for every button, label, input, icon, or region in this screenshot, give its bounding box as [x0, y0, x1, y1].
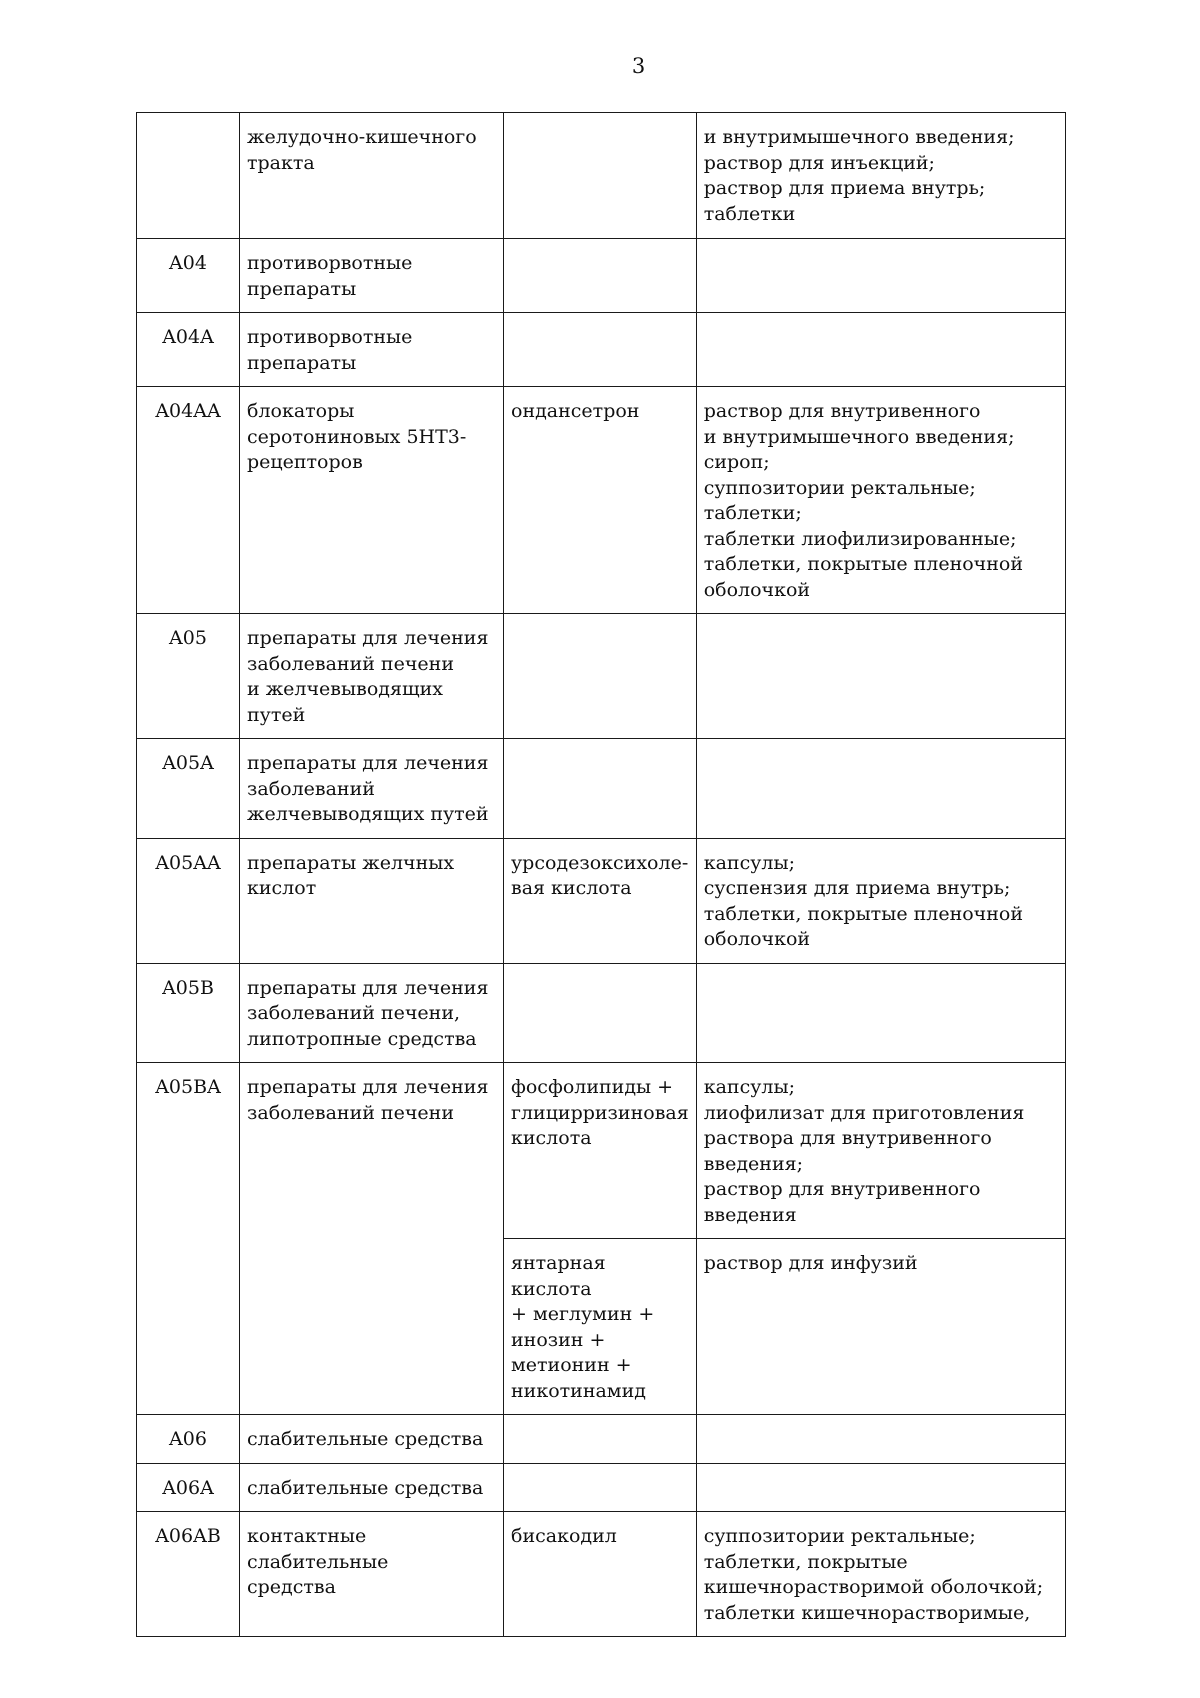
- dosage-forms-cell: [696, 1463, 1065, 1512]
- drug-name-cell: [504, 239, 697, 313]
- group-name-cell: блокаторы серотониновых 5HT3- рецепторов: [240, 387, 504, 614]
- dosage-forms-cell: [696, 963, 1065, 1063]
- group-name-cell: препараты для лечения заболеваний печени: [240, 1063, 504, 1415]
- table-row: [137, 1063, 1066, 1239]
- dosage-forms-cell: [696, 239, 1065, 313]
- drug-name-cell: [504, 739, 697, 839]
- table-row: [137, 739, 1066, 839]
- drug-name-cell: ондансетрон: [504, 387, 697, 614]
- group-name-cell: препараты желчных кислот: [240, 838, 504, 963]
- group-name-cell: противорвотные препараты: [240, 313, 504, 387]
- drug-name-cell: [504, 313, 697, 387]
- table-row: [137, 1463, 1066, 1512]
- table-row: [137, 614, 1066, 739]
- drug-name-cell: [504, 614, 697, 739]
- dosage-forms-cell: [696, 1415, 1065, 1464]
- drug-name-cell: бисакодил: [504, 1512, 697, 1637]
- dosage-forms-cell: и внутримышечного введения; раствор для инъекций; раствор для приема внутрь; таблетки: [696, 113, 1065, 239]
- group-name-cell: противорвотные препараты: [240, 239, 504, 313]
- drug-name-cell: [504, 1463, 697, 1512]
- atc-code-cell: A05B: [137, 963, 240, 1063]
- atc-code-cell: A05AA: [137, 838, 240, 963]
- dosage-forms-cell: раствор для внутривенного и внутримышечного введения; сироп; суппозитории ректальные; таблетки; таблетки лиофилизированные; таблетки, покрытые пленочной оболочкой: [696, 387, 1065, 614]
- atc-code-cell: A06: [137, 1415, 240, 1464]
- drug-name-cell: [504, 963, 697, 1063]
- atc-code-cell: A06A: [137, 1463, 240, 1512]
- dosage-forms-cell: [696, 313, 1065, 387]
- table-row: [137, 113, 1066, 239]
- drug-name-cell: фосфолипиды + глицирризиновая кислота: [504, 1063, 697, 1239]
- table-row: [137, 963, 1066, 1063]
- drug-name-cell: [504, 1415, 697, 1464]
- drug-name-cell: урсодезоксихоле- вая кислота: [504, 838, 697, 963]
- atc-code-cell: A05A: [137, 739, 240, 839]
- atc-code-cell: A04AA: [137, 387, 240, 614]
- group-name-cell: препараты для лечения заболеваний печени, липотропные средства: [240, 963, 504, 1063]
- table-row: [137, 239, 1066, 313]
- group-name-cell: препараты для лечения заболеваний желчевыводящих путей: [240, 739, 504, 839]
- dosage-forms-cell: [696, 614, 1065, 739]
- group-name-cell: препараты для лечения заболеваний печени и желчевыводящих путей: [240, 614, 504, 739]
- atc-code-cell: A06AB: [137, 1512, 240, 1637]
- drug-name-cell: янтарная кислота + меглумин + инозин + метионин + никотинамид: [504, 1239, 697, 1415]
- table-row: [137, 313, 1066, 387]
- group-name-cell: контактные слабительные средства: [240, 1512, 504, 1637]
- atc-code-cell: [137, 113, 240, 239]
- atc-drug-table: [136, 112, 1066, 1637]
- page-number: 3: [631, 54, 646, 78]
- drug-name-cell: [504, 113, 697, 239]
- dosage-forms-cell: капсулы; лиофилизат для приготовления раствора для внутривенного введения; раствор для внутривенного введения: [696, 1063, 1065, 1239]
- atc-code-cell: A05: [137, 614, 240, 739]
- group-name-cell: слабительные средства: [240, 1463, 504, 1512]
- atc-code-cell: A04: [137, 239, 240, 313]
- dosage-forms-cell: раствор для инфузий: [696, 1239, 1065, 1415]
- atc-code-cell: A05BA: [137, 1063, 240, 1415]
- table-row: [137, 1512, 1066, 1637]
- group-name-cell: желудочно-кишечного тракта: [240, 113, 504, 239]
- dosage-forms-cell: капсулы; суспензия для приема внутрь; таблетки, покрытые пленочной оболочкой: [696, 838, 1065, 963]
- dosage-forms-cell: суппозитории ректальные; таблетки, покрытые кишечнорастворимой оболочкой; таблетки кишечнорастворимые,: [696, 1512, 1065, 1637]
- table-row: [137, 838, 1066, 963]
- atc-code-cell: A04A: [137, 313, 240, 387]
- table-row: [137, 387, 1066, 614]
- dosage-forms-cell: [696, 739, 1065, 839]
- table-row: [137, 1415, 1066, 1464]
- group-name-cell: слабительные средства: [240, 1415, 504, 1464]
